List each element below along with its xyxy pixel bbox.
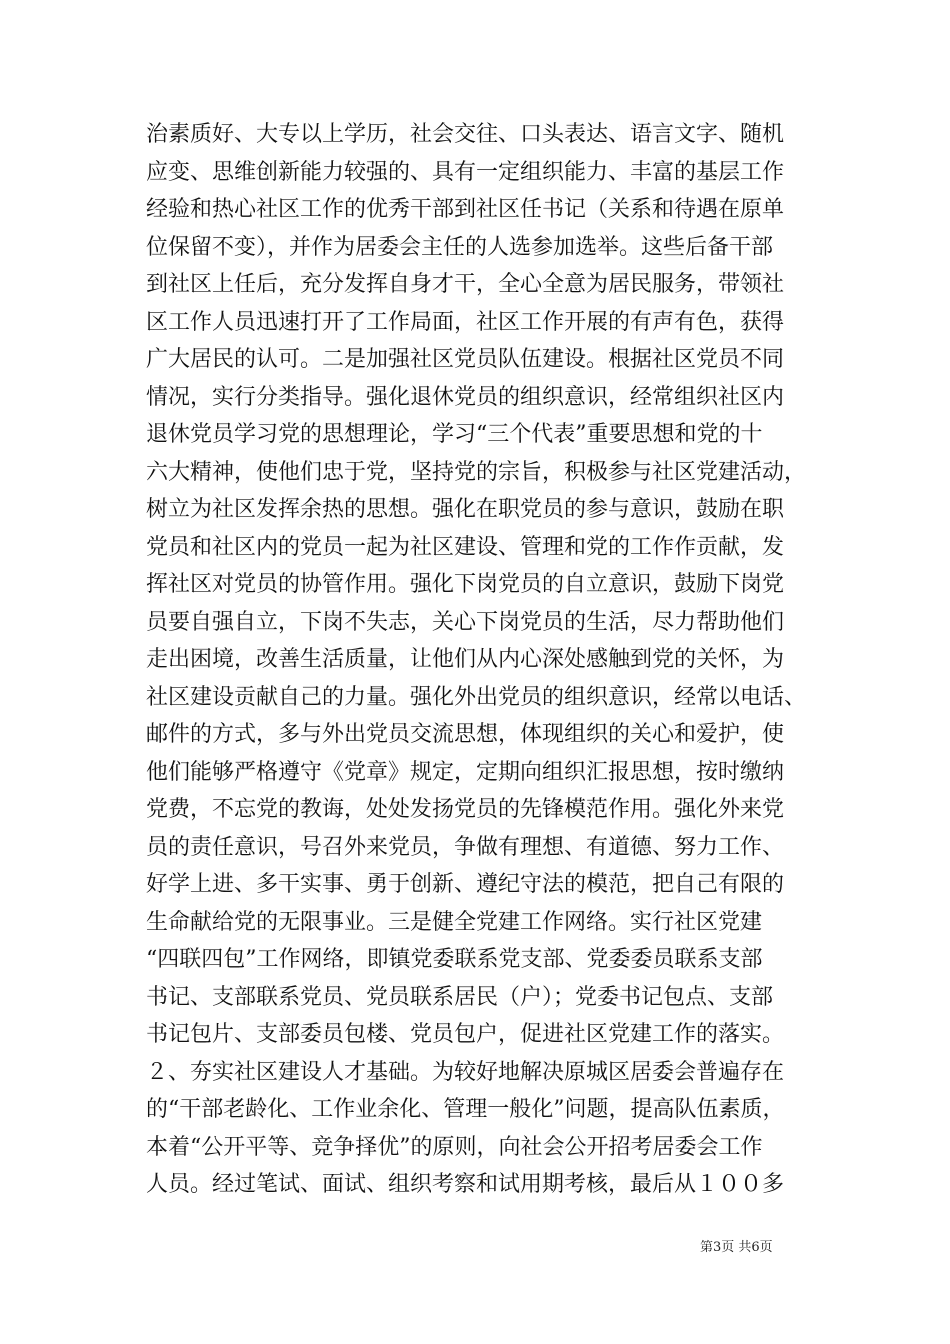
text-line: 员要自强自立，下岗不失志，关心下岗党员的生活，尽力帮助他们 (146, 609, 785, 635)
text-line: 他们能够严格遵守《党章》规定，定期向组织汇报思想，按时缴纳 (146, 759, 785, 785)
text-line: 情况，实行分类指导。强化退休党员的组织意识，经常组织社区内 (146, 384, 785, 410)
text-line: 邮件的方式，多与外出党员交流思想，体现组织的关心和爱护，使 (146, 722, 785, 747)
text-line: 六大精神，使他们忠于党，坚持党的宗旨，积极参与社区党建活动， (146, 459, 807, 485)
text-line: 治素质好、大专以上学历，社会交往、口头表达、语言文字、随机 (146, 122, 785, 147)
text-line: 员的责任意识，号召外来党员，争做有理想、有道德、努力工作、 (146, 834, 785, 860)
text-line: 党费，不忘党的教诲，处处发扬党员的先锋模范作用。强化外来党 (146, 797, 785, 822)
text-line: 走出困境，改善生活质量，让他们从内心深处感触到党的关怀，为 (146, 647, 785, 672)
text-line: 到社区上任后，充分发挥自身才干，全心全意为居民服务，带领社 (146, 272, 785, 297)
text-line: 区工作人员迅速打开了工作局面，社区工作开展的有声有色，获得 (146, 309, 785, 335)
body-text (146, 116, 816, 1204)
text-line: 应变、思维创新能力较强的、具有一定组织能力、丰富的基层工作 (146, 159, 785, 185)
text-line: 退休党员学习党的思想理论，学习“三个代表”重要思想和党的十 (146, 422, 763, 447)
text-line: “四联四包”工作网络，即镇党委联系党支部、党委委员联系支部 (146, 947, 763, 972)
text-line: 位保留不变），并作为居委会主任的人选参加选举。这些后备干部 (146, 234, 774, 260)
text-line: 的“干部老龄化、工作业余化、管理一般化”问题，提高队伍素质， (146, 1097, 785, 1122)
text-line: ２、夯实社区建设人才基础。为较好地解决原城区居委会普遍存在 (146, 1059, 785, 1085)
text-line: 本着“公开平等、竞争择优”的原则，向社会公开招考居委会工作 (146, 1134, 763, 1160)
text-line: 书记、支部联系党员、党员联系居民（户）；党委书记包点、支部 (146, 984, 774, 1010)
text-line: 社区建设贡献自己的力量。强化外出党员的组织意识，经常以电话、 (146, 684, 807, 710)
text-line: 人员。经过笔试、面试、组织考察和试用期考核，最后从１００多 (146, 1172, 785, 1197)
text-line: 生命献给党的无限事业。三是健全党建工作网络。实行社区党建 (146, 909, 763, 935)
text-line: 好学上进、多干实事、勇于创新、遵纪守法的模范，把自己有限的 (146, 872, 785, 897)
text-line: 树立为社区发挥余热的思想。强化在职党员的参与意识，鼓励在职 (146, 497, 785, 522)
text-line: 挥社区对党员的协管作用。强化下岗党员的自立意识，鼓励下岗党 (146, 572, 785, 597)
text-line: 党员和社区内的党员一起为社区建设、管理和党的工作作贡献，发 (146, 534, 785, 560)
text-line: 书记包片、支部委员包楼、党员包户，促进社区党建工作的落实。 (146, 1022, 785, 1047)
text-line: 广大居民的认可。二是加强社区党员队伍建设。根据社区党员不同 (146, 347, 785, 372)
text-line: 经验和热心社区工作的优秀干部到社区任书记（关系和待遇在原单 (146, 197, 785, 222)
page-footer: 第3页 共6页 (700, 1240, 773, 1255)
